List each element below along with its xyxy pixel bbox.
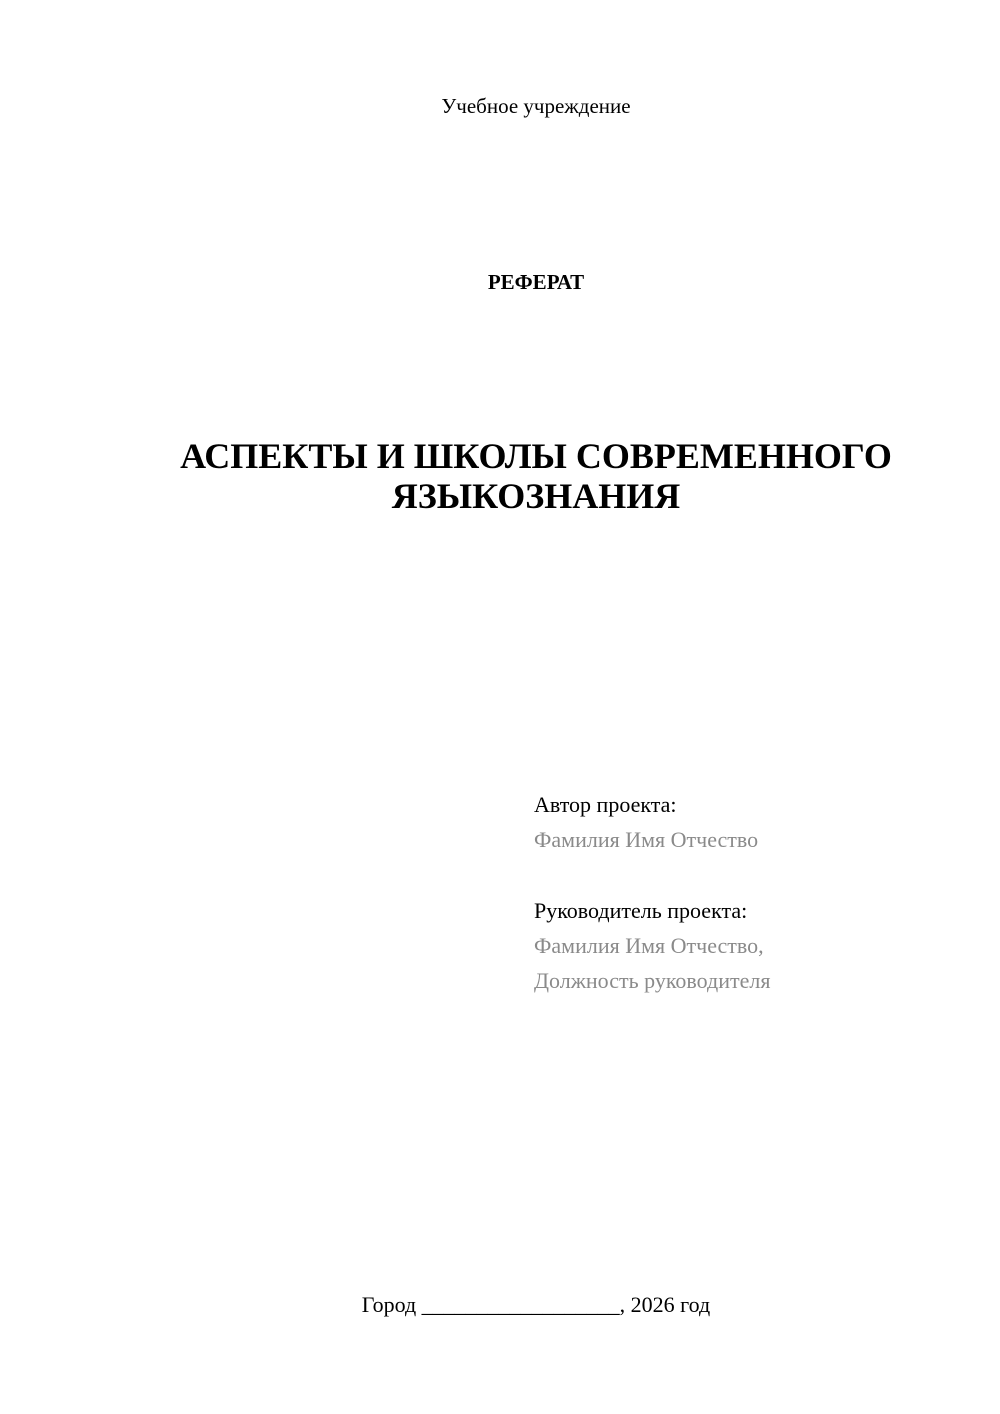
supervisor-label: Руководитель проекта: xyxy=(534,898,748,923)
city-blank: __________________ xyxy=(421,1292,620,1317)
document-title-line-1: АСПЕКТЫ И ШКОЛЫ СОВРЕМЕННОГО xyxy=(180,436,892,476)
supervisor-position: Должность руководителя xyxy=(534,968,771,993)
authors-spacer xyxy=(534,857,974,893)
document-type: РЕФЕРАТ xyxy=(487,270,585,294)
author-name: Фамилия Имя Отчество xyxy=(534,827,759,852)
document-title-line-2: ЯЗЫКОЗНАНИЯ xyxy=(391,476,681,516)
city-year-line xyxy=(0,1290,1000,1320)
city-label: Город xyxy=(361,1292,417,1317)
author-label: Автор проекта: xyxy=(534,792,677,817)
institution-name: Учебное учреждение xyxy=(441,94,631,118)
authors-block xyxy=(534,787,974,998)
supervisor-name: Фамилия Имя Отчество, xyxy=(534,933,764,958)
document-title xyxy=(100,436,972,516)
year-text: , 2026 год xyxy=(619,1292,711,1317)
